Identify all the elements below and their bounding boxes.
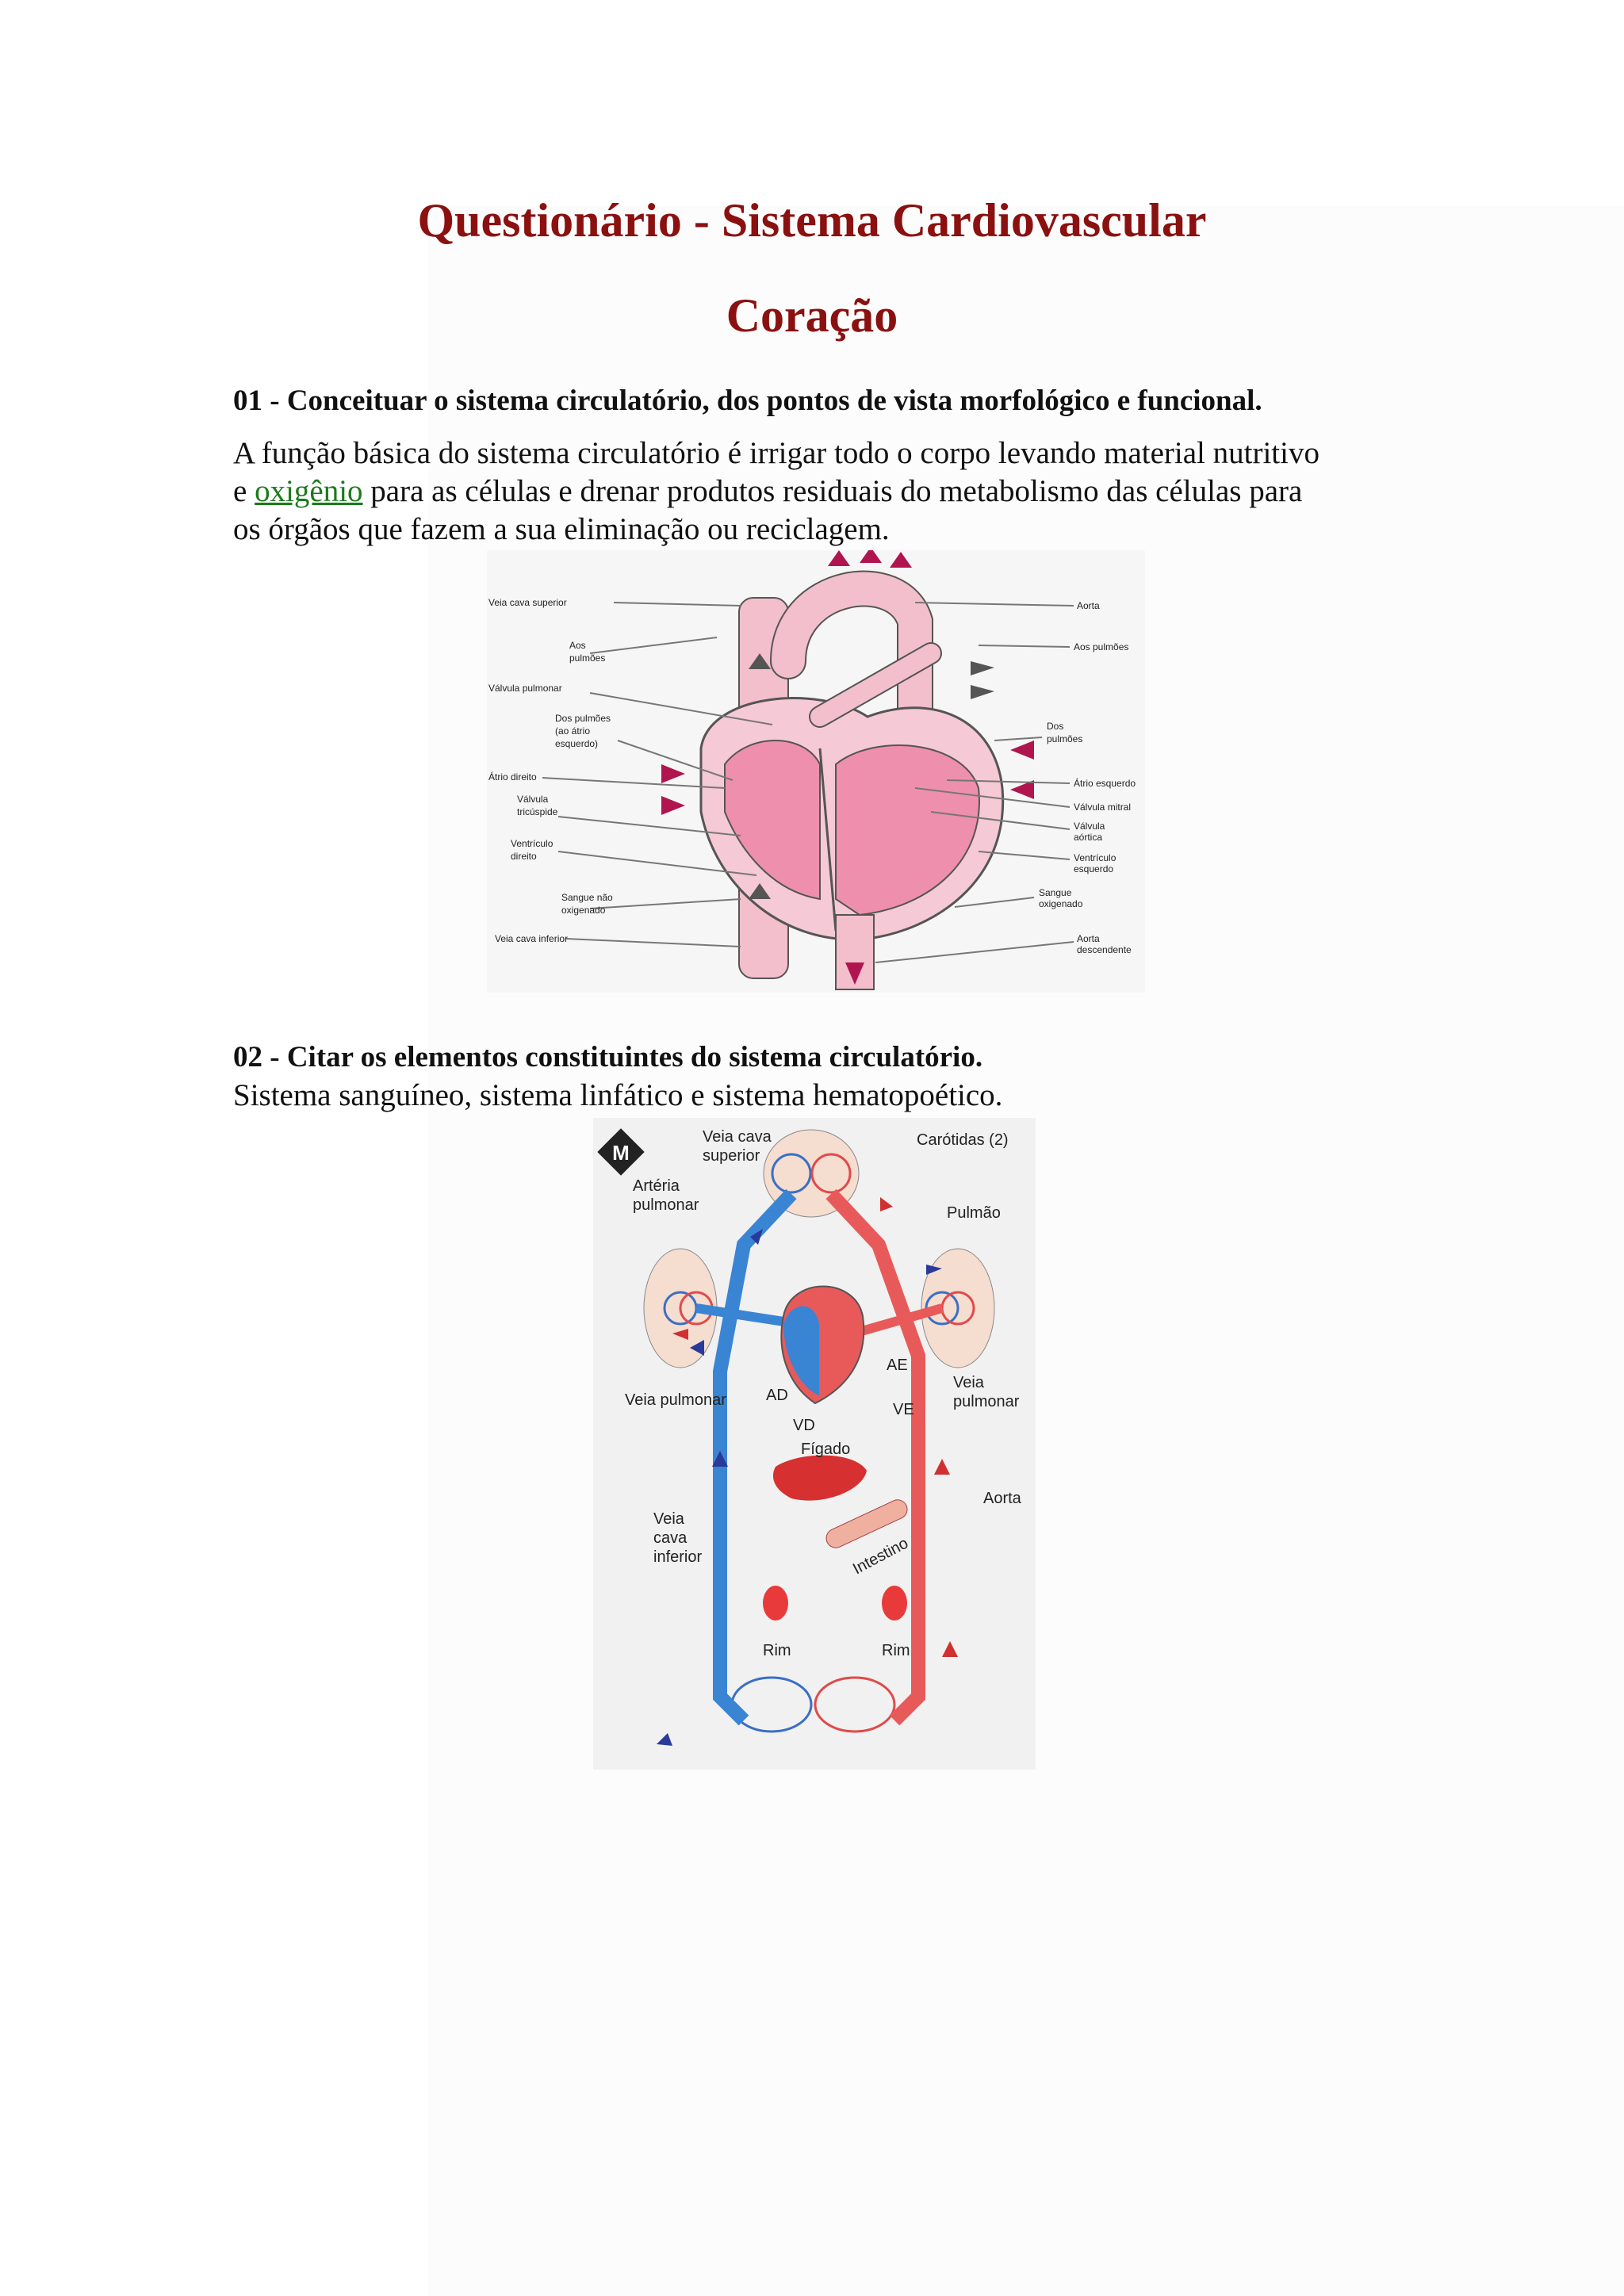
- answer-1-line-1: A função básica do sistema circulatório é irrigar todo o corpo levando material nutritivo: [233, 436, 1320, 470]
- label-dos: Dos: [1047, 721, 1064, 732]
- page-title: Questionário - Sistema Cardiovascular: [417, 194, 1207, 247]
- publisher-logo: [597, 1128, 644, 1175]
- label-ao-atrio: (ao átrio: [555, 725, 591, 737]
- heart-diagram: [487, 550, 1145, 993]
- label-pulmonar-right: pulmonar: [953, 1393, 1020, 1410]
- label-oxigenado-left: oxigenado: [561, 905, 606, 916]
- label-valvula-pulmonar: Válvula pulmonar: [488, 683, 562, 694]
- label-vd: VD: [793, 1417, 815, 1434]
- oxigenio-link[interactable]: oxigênio: [255, 474, 363, 508]
- label-dos-pulmoes: Dos pulmões: [555, 713, 611, 724]
- label-sangue: Sangue: [1039, 887, 1072, 898]
- label-esquerdo-right: esquerdo: [1074, 863, 1114, 874]
- label-veia-right: Veia: [953, 1374, 984, 1391]
- label-aorta-circ: Aorta: [983, 1490, 1021, 1507]
- label-aorta: Aorta: [1077, 600, 1100, 611]
- label-ventriculo-right: Ventrículo: [1074, 852, 1116, 863]
- label-rim-left: Rim: [763, 1642, 791, 1659]
- label-veia-cava-superior: Veia cava superior: [488, 597, 567, 608]
- label-veia-cava: Veia cava: [703, 1128, 772, 1146]
- circulation-diagram: [593, 1118, 1036, 1770]
- label-esquerdo: esquerdo): [555, 738, 599, 749]
- circulation-illustration: [593, 1118, 1036, 1770]
- label-veia-pulmonar-left: Veia pulmonar: [625, 1391, 726, 1409]
- label-intestino: Intestino: [850, 1534, 912, 1578]
- label-ventriculo: Ventrículo: [511, 838, 553, 849]
- label-pulmao: Pulmão: [947, 1204, 1001, 1222]
- label-rim-right: Rim: [882, 1642, 910, 1659]
- label-atrio-esquerdo: Átrio esquerdo: [1074, 778, 1136, 789]
- label-inferior: inferior: [653, 1548, 703, 1566]
- label-veia-cava-inferior: Veia cava inferior: [495, 933, 569, 944]
- question-2: 02 - Citar os elementos constituintes do sistema circulatório.: [233, 1041, 983, 1073]
- label-aortica: aórtica: [1074, 832, 1103, 843]
- label-pulmoes-right: pulmões: [1047, 733, 1083, 744]
- label-cava: cava: [653, 1529, 688, 1547]
- answer-1-line-2-suffix: para as células e drenar produtos residuais do metabolismo das células para: [362, 474, 1303, 508]
- section-title: Coração: [726, 289, 898, 342]
- answer-1-line-2-prefix: e: [233, 474, 255, 508]
- label-aorta-bottom: Aorta: [1077, 933, 1100, 944]
- label-oxigenado-right: oxigenado: [1039, 898, 1083, 909]
- label-pulmoes: pulmões: [569, 652, 606, 664]
- label-arteria: Artéria: [633, 1177, 680, 1195]
- label-atrio-direito: Átrio direito: [488, 771, 537, 783]
- answer-2: Sistema sanguíneo, sistema linfático e sistema hematopoético.: [233, 1078, 1003, 1112]
- label-valvula-mitral: Válvula mitral: [1074, 802, 1132, 813]
- heart-illustration: [487, 550, 1145, 993]
- label-ae: AE: [887, 1357, 908, 1374]
- logo-letter: M: [612, 1141, 630, 1165]
- label-figado: Fígado: [801, 1441, 851, 1458]
- label-aos-pulmoes: Aos pulmões: [1074, 641, 1129, 652]
- answer-1-line-2: [233, 473, 1391, 511]
- label-direito: direito: [511, 851, 537, 862]
- label-valvula: Válvula: [517, 794, 549, 805]
- label-descendente: descendente: [1077, 944, 1132, 955]
- label-carotidas: Carótidas (2): [917, 1131, 1009, 1149]
- label-tricuspide: tricúspide: [517, 806, 558, 817]
- label-superior: superior: [703, 1147, 760, 1165]
- answer-1-line-3: os órgãos que fazem a sua eliminação ou reciclagem.: [233, 512, 890, 546]
- label-veia-left: Veia: [653, 1510, 684, 1528]
- label-aos: Aos: [569, 640, 586, 651]
- label-pulmonar: pulmonar: [633, 1196, 699, 1214]
- label-ve: VE: [893, 1401, 914, 1418]
- label-valvula-right: Válvula: [1074, 821, 1105, 832]
- label-sangue-nao: Sangue não: [561, 892, 613, 903]
- question-1: 01 - Conceituar o sistema circulatório, dos pontos de vista morfológico e funcional.: [233, 385, 1262, 417]
- answer-1: [233, 434, 1391, 549]
- label-ad: AD: [766, 1387, 788, 1404]
